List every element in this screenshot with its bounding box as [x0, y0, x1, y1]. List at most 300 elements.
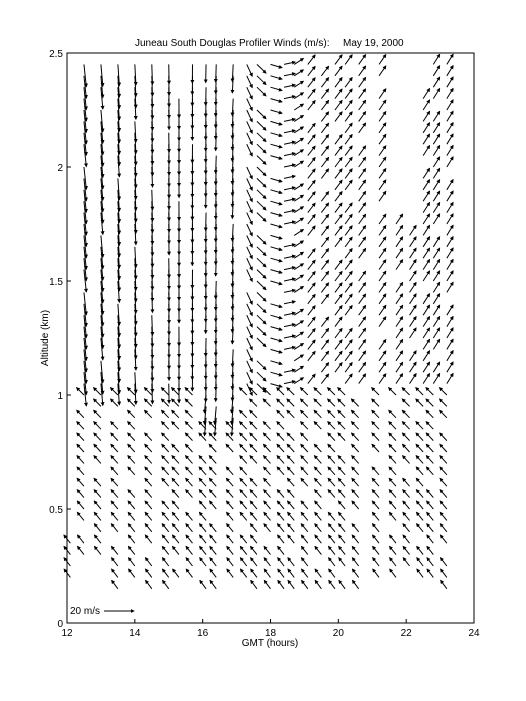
wind-vector	[447, 328, 453, 338]
wind-vector	[271, 213, 283, 216]
wind-vector	[288, 512, 295, 520]
wind-vector	[389, 467, 396, 475]
wind-vector	[345, 260, 352, 270]
wind-vector	[162, 433, 169, 441]
wind-vector	[111, 433, 118, 441]
wind-vector	[162, 512, 169, 520]
wind-vector	[162, 546, 168, 554]
wind-vector	[447, 191, 453, 201]
wind-vector	[373, 569, 379, 577]
wind-vector	[335, 89, 342, 99]
wind-vector	[284, 256, 295, 258]
wind-vector	[257, 361, 266, 370]
wind-vector	[403, 478, 410, 486]
wind-vector	[128, 558, 134, 566]
x-tick-label: 16	[197, 628, 209, 639]
wind-vector	[359, 248, 366, 258]
wind-vector	[240, 422, 247, 430]
wind-vector	[390, 569, 396, 577]
wind-vector	[308, 249, 315, 258]
wind-vector	[257, 304, 266, 313]
wind-vector	[308, 203, 315, 212]
wind-vector	[263, 433, 270, 441]
wind-vector	[172, 501, 179, 509]
wind-vector	[447, 145, 453, 155]
wind-vector	[226, 501, 233, 509]
wind-vector	[315, 546, 321, 554]
wind-vector	[250, 399, 257, 406]
wind-vector	[335, 363, 342, 373]
wind-vector	[271, 224, 283, 227]
wind-vector	[359, 340, 366, 350]
wind-vector	[227, 546, 233, 554]
wind-vector	[264, 512, 271, 520]
wind-vector	[271, 190, 283, 193]
wind-vector	[433, 145, 439, 155]
wind-vector	[94, 535, 101, 543]
wind-vector	[271, 64, 283, 67]
wind-vector	[277, 512, 284, 520]
wind-vector	[247, 121, 253, 133]
wind-vector	[186, 478, 193, 486]
x-axis-label: GMT (hours)	[241, 638, 299, 649]
y-axis-label: Altitude (km)	[40, 309, 51, 367]
wind-vector	[403, 456, 410, 464]
wind-vector	[300, 399, 307, 406]
wind-vector	[240, 535, 247, 543]
wind-vector	[396, 225, 403, 235]
wind-vector	[359, 226, 366, 236]
wind-vector	[338, 410, 345, 418]
wind-vector	[294, 81, 303, 87]
wind-vector	[379, 146, 386, 156]
wind-vector	[77, 388, 84, 395]
wind-vector	[240, 467, 247, 475]
wind-vector	[257, 121, 266, 130]
wind-vector	[447, 123, 453, 133]
wind-vector	[264, 501, 271, 509]
wind-vector	[294, 332, 303, 338]
wind-vector	[372, 524, 379, 532]
wind-vector	[433, 180, 439, 190]
wind-vector	[264, 558, 270, 566]
wind-vector	[372, 501, 379, 509]
wind-vector	[345, 283, 352, 293]
wind-vector	[447, 362, 453, 372]
wind-vector	[294, 229, 303, 235]
wind-vector	[402, 433, 409, 441]
wind-vector	[287, 456, 294, 464]
wind-vector	[284, 210, 295, 212]
wind-vector	[359, 203, 366, 213]
wind-vector	[335, 112, 342, 122]
wind-vector	[294, 355, 303, 361]
wind-vector	[328, 456, 335, 464]
x-tick-label: 24	[468, 628, 480, 639]
wind-vector	[447, 282, 453, 292]
wind-vector	[294, 275, 303, 281]
wind-vector	[271, 178, 283, 181]
wind-vector	[372, 399, 379, 406]
wind-vector	[294, 286, 303, 292]
wind-vector	[185, 444, 192, 452]
wind-vector	[315, 535, 322, 543]
wind-vector	[247, 315, 253, 327]
wind-vector	[372, 388, 379, 395]
wind-vector	[328, 490, 335, 498]
wind-vector	[433, 168, 439, 178]
wind-vector	[379, 305, 386, 315]
wind-vector	[372, 444, 379, 452]
chart-date: May 19, 2000	[343, 38, 404, 49]
wind-vector	[112, 580, 118, 588]
wind-vector	[433, 54, 439, 64]
wind-vector	[447, 202, 453, 212]
wind-vector	[345, 271, 352, 281]
wind-vector	[379, 191, 386, 201]
wind-vector	[287, 388, 294, 395]
wind-vector	[288, 558, 294, 566]
wind-vector	[145, 467, 152, 475]
wind-vector	[185, 422, 192, 430]
wind-vector	[423, 317, 429, 327]
wind-vector	[257, 110, 266, 119]
wind-vector	[447, 100, 453, 110]
wind-vector	[294, 378, 303, 384]
wind-vector	[426, 410, 433, 418]
wind-vector	[416, 490, 423, 498]
wind-vector	[257, 315, 266, 324]
wind-vector	[257, 258, 266, 267]
wind-vector	[315, 524, 322, 532]
wind-vector	[396, 374, 403, 384]
wind-vector	[250, 422, 257, 430]
wind-vector	[250, 456, 257, 464]
wind-vector	[372, 433, 379, 441]
wind-vector	[379, 214, 386, 224]
wind-vector	[426, 490, 433, 498]
wind-vector	[359, 123, 366, 133]
wind-vector	[423, 134, 429, 144]
wind-vector	[321, 317, 328, 327]
wind-vector	[433, 248, 439, 258]
wind-vector	[423, 260, 429, 270]
wind-vector	[250, 535, 257, 543]
wind-vector	[94, 524, 101, 532]
wind-vector	[410, 362, 417, 372]
y-tick-label: 1.5	[49, 277, 63, 288]
wind-vector	[111, 467, 118, 475]
wind-vector	[308, 317, 315, 326]
wind-vector	[433, 339, 439, 349]
wind-vector	[271, 327, 283, 330]
wind-vector	[94, 399, 101, 406]
wind-vector	[172, 535, 179, 543]
wind-vector	[308, 283, 315, 292]
wind-vector	[277, 388, 284, 395]
wind-vector	[440, 512, 447, 520]
wind-vector	[172, 422, 179, 430]
wind-vector	[127, 388, 134, 395]
wind-vector	[345, 226, 352, 236]
wind-vector	[352, 524, 359, 532]
wind-vector	[162, 501, 169, 509]
wind-vector	[328, 512, 335, 520]
wind-vector	[145, 456, 152, 464]
wind-vector	[447, 134, 453, 144]
wind-vector	[359, 374, 366, 384]
wind-vector	[199, 501, 206, 509]
wind-vector	[247, 133, 253, 145]
wind-vector	[359, 305, 366, 315]
wind-vector	[433, 77, 439, 87]
wind-vector	[294, 343, 303, 349]
wind-vector	[427, 546, 433, 554]
wind-vector	[284, 119, 295, 121]
wind-vector	[423, 146, 429, 156]
wind-vector	[389, 535, 396, 543]
wind-vector	[351, 399, 358, 406]
wind-vector	[345, 363, 352, 373]
wind-vector	[328, 546, 334, 554]
wind-vector	[227, 512, 234, 520]
wind-vector	[345, 374, 352, 384]
wind-vector	[359, 328, 366, 338]
wind-vector	[416, 501, 423, 509]
wind-vector	[335, 351, 342, 361]
wind-vector	[209, 467, 216, 475]
wind-vector	[335, 237, 342, 247]
wind-vector	[427, 512, 434, 520]
wind-vector	[277, 410, 284, 418]
wind-vector	[379, 294, 386, 304]
wind-vector	[284, 370, 295, 372]
wind-vector	[441, 580, 447, 588]
wind-vector	[186, 524, 193, 532]
wind-vector	[271, 338, 283, 341]
wind-vector	[284, 290, 295, 292]
wind-vector	[257, 64, 266, 73]
wind-vector	[301, 569, 307, 577]
wind-vector	[271, 247, 283, 250]
wind-vector	[247, 349, 253, 361]
wind-vector	[152, 190, 153, 210]
wind-vector	[145, 524, 152, 532]
wind-vector	[186, 558, 192, 566]
wind-vector	[359, 169, 366, 179]
wind-vector	[416, 478, 423, 486]
wind-vector	[335, 317, 342, 327]
wind-vector	[199, 467, 206, 475]
wind-vector	[288, 569, 294, 577]
wind-vector	[328, 422, 335, 430]
wind-vector	[359, 237, 366, 247]
wind-vector	[301, 535, 308, 543]
wind-vector	[294, 70, 303, 76]
wind-vector	[315, 512, 322, 520]
wind-vector	[335, 203, 342, 213]
wind-vector	[321, 203, 328, 213]
wind-vector	[315, 569, 321, 577]
wind-vector	[294, 104, 303, 110]
wind-vector	[186, 490, 193, 498]
wind-vector	[345, 306, 352, 316]
wind-vector	[308, 66, 315, 75]
wind-vector	[294, 366, 303, 372]
wind-vector	[321, 283, 328, 293]
wind-vector	[447, 259, 453, 269]
y-tick-label: 1	[57, 391, 63, 402]
wind-vector	[172, 524, 179, 532]
wind-vector	[227, 569, 233, 577]
wind-vector	[271, 87, 283, 90]
wind-vector	[379, 226, 386, 236]
wind-vector	[426, 433, 433, 441]
wind-vector	[271, 144, 283, 147]
wind-vector	[185, 410, 192, 418]
wind-vector	[247, 213, 253, 225]
wind-vector	[433, 294, 439, 304]
wind-vector	[321, 260, 328, 270]
wind-vector	[128, 410, 135, 418]
wind-vector	[162, 535, 169, 543]
wind-vector	[287, 433, 294, 441]
wind-vector	[423, 305, 429, 315]
wind-vector	[335, 157, 342, 167]
wind-vector	[379, 283, 386, 293]
x-tick-label: 14	[129, 628, 141, 639]
wind-vector	[94, 490, 101, 498]
wind-vector	[227, 558, 233, 566]
wind-vector	[284, 324, 295, 326]
wind-vector	[250, 512, 257, 520]
wind-vector	[410, 225, 417, 235]
wind-vector	[271, 110, 283, 113]
wind-vector	[250, 444, 257, 452]
wind-vector	[172, 478, 179, 486]
wind-vector	[308, 89, 315, 98]
wind-vector	[423, 111, 429, 121]
wind-vector	[162, 467, 169, 475]
wind-vector	[257, 156, 266, 165]
wind-vector	[359, 271, 366, 281]
wind-vector	[308, 351, 315, 360]
wind-vector	[402, 444, 409, 452]
wind-vector	[284, 62, 295, 64]
wind-vector	[111, 456, 118, 464]
wind-vector	[410, 328, 417, 338]
wind-vector	[396, 328, 403, 338]
wind-vector	[338, 467, 345, 475]
wind-vector	[301, 456, 308, 464]
wind-vector	[410, 351, 417, 361]
wind-vector	[447, 88, 453, 98]
wind-vector	[257, 76, 266, 85]
wind-vector	[410, 248, 417, 258]
wind-vector	[247, 270, 253, 282]
wind-vector	[321, 226, 328, 236]
wind-vector	[112, 569, 118, 577]
wind-vector	[263, 422, 270, 430]
wind-vector	[321, 112, 328, 122]
wind-vector	[239, 410, 246, 418]
wind-vector	[128, 546, 134, 554]
wind-vector	[161, 410, 168, 418]
wind-vector	[247, 327, 253, 339]
wind-vector	[321, 66, 328, 76]
wind-vector	[389, 433, 396, 441]
wind-vector	[199, 524, 206, 532]
wind-vector	[345, 180, 352, 190]
wind-vector	[250, 410, 257, 418]
wind-vector	[250, 478, 257, 486]
wind-vector	[271, 133, 283, 136]
wind-vector	[427, 524, 434, 532]
wind-vector	[284, 187, 295, 189]
wind-vector	[389, 388, 396, 395]
wind-vector	[172, 546, 178, 554]
wind-vector	[335, 283, 342, 293]
wind-vector	[247, 87, 253, 99]
wind-vector	[301, 422, 308, 430]
x-tick-label: 22	[400, 628, 412, 639]
wind-vector	[308, 294, 315, 303]
wind-vector	[389, 422, 396, 430]
wind-vector	[111, 524, 118, 532]
wind-vector	[352, 433, 359, 441]
wind-vector	[379, 112, 386, 122]
wind-vector	[447, 225, 453, 235]
wind-vector	[447, 351, 453, 361]
wind-vector	[247, 361, 253, 373]
wind-vector	[257, 190, 266, 199]
wind-vector	[77, 467, 84, 475]
wind-vector	[209, 444, 216, 452]
wind-vector	[271, 384, 283, 387]
wind-vector	[321, 123, 328, 133]
wind-vector	[345, 123, 352, 133]
wind-vector	[379, 134, 386, 144]
wind-vector	[77, 456, 84, 464]
wind-vector	[247, 372, 253, 384]
wind-vector	[314, 478, 321, 486]
wind-vector	[301, 478, 308, 486]
wind-vector	[423, 362, 429, 372]
wind-vector	[172, 444, 179, 452]
wind-vector	[447, 54, 453, 64]
wind-vector	[335, 328, 342, 338]
wind-vector	[372, 535, 379, 543]
wind-vector	[352, 501, 359, 509]
wind-vector	[345, 214, 352, 224]
wind-vector	[257, 372, 266, 381]
wind-vector	[277, 501, 284, 509]
wind-vector	[379, 169, 386, 179]
wind-vector	[390, 546, 396, 554]
wind-vector	[185, 433, 192, 441]
wind-vector	[416, 399, 423, 406]
wind-vector	[278, 580, 284, 588]
wind-vector	[345, 112, 352, 122]
wind-vector	[94, 546, 100, 554]
wind-vector	[417, 558, 423, 566]
wind-vector	[352, 580, 358, 588]
wind-vector	[339, 580, 345, 588]
wind-vector	[263, 444, 270, 452]
wind-vector	[128, 456, 135, 464]
wind-vector	[264, 478, 271, 486]
wind-vector	[410, 271, 417, 281]
